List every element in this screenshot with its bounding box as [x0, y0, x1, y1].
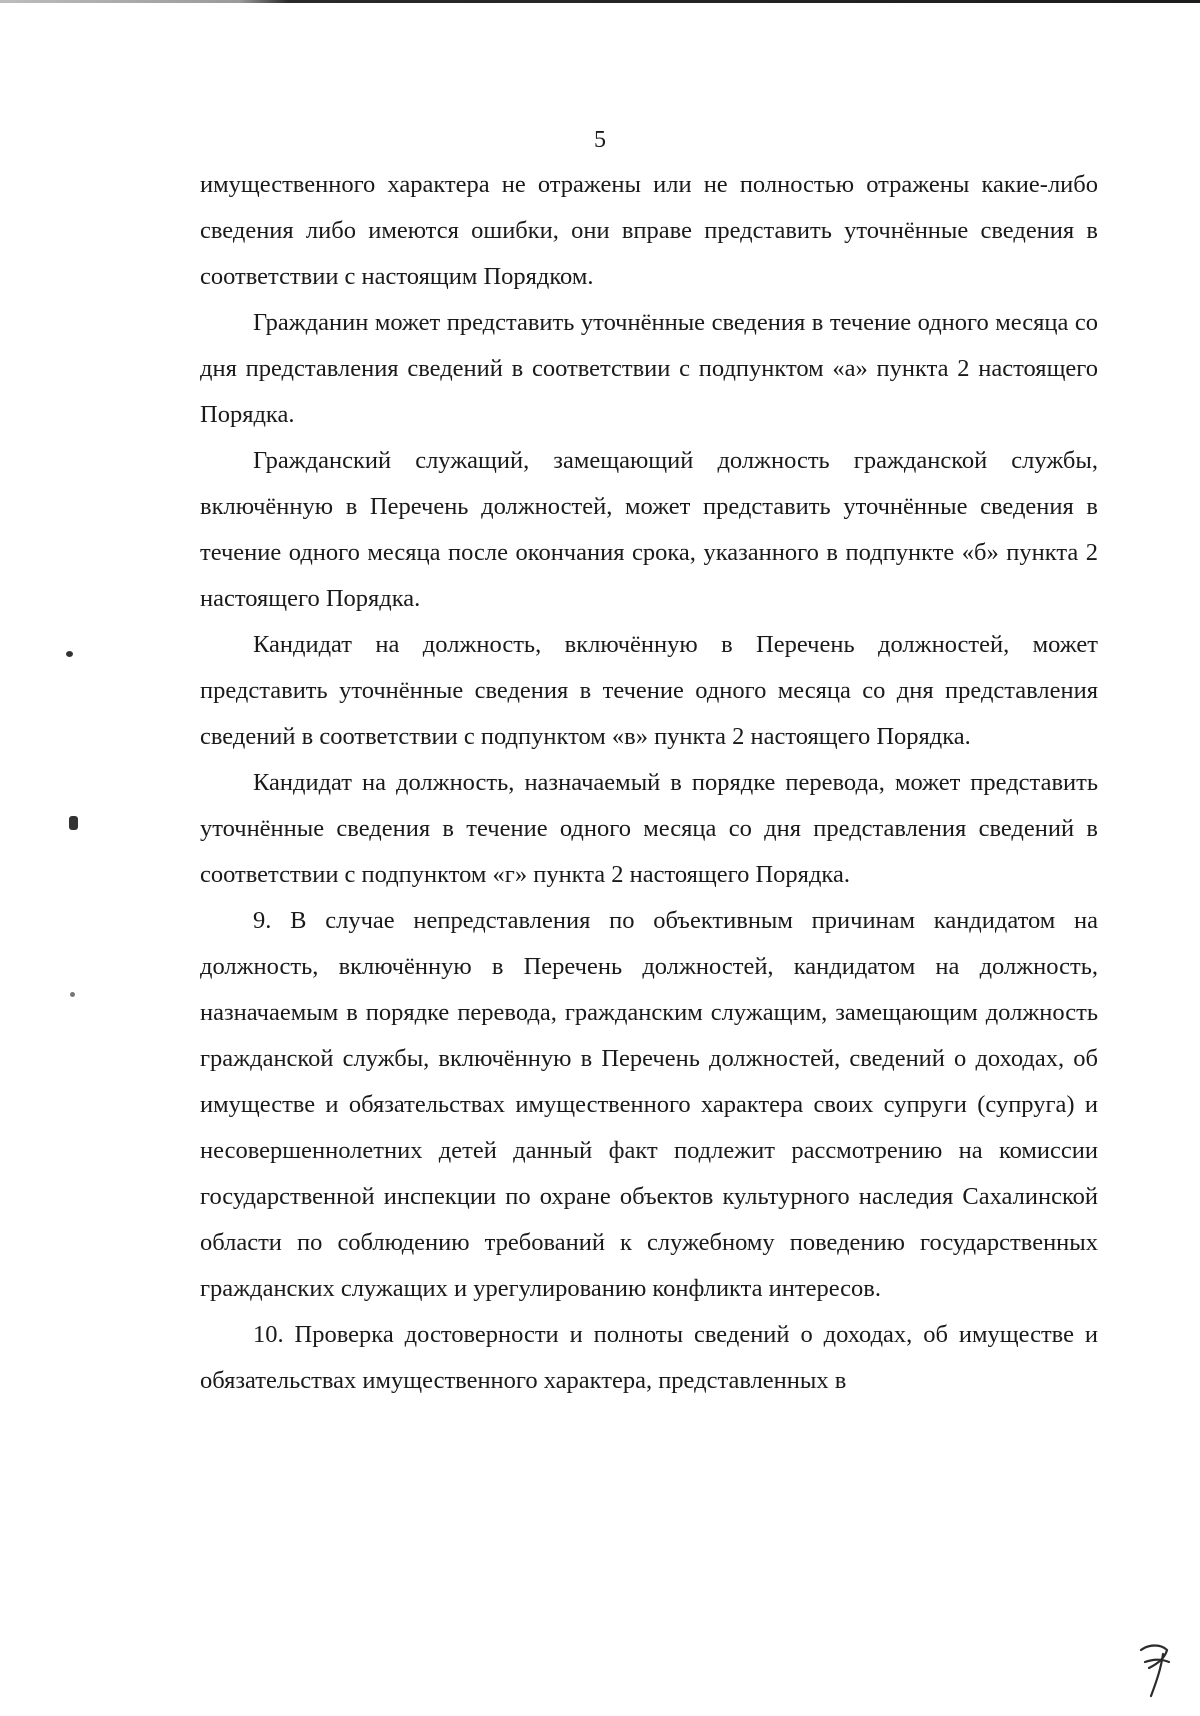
- paragraph-citizen: Гражданин может представить уточнённые сведения в течение одного месяца со дня представления сведений в соответствии с подпунктом «а» пункта 2 настоящего Порядка.: [200, 309, 1098, 428]
- paragraph-civil-servant: Гражданский служащий, замещающий должность гражданской службы, включённую в Перечень должностей, может представить уточнённые сведения в течение одного месяца после окончания срока, указанного в подпункте «б» пункта 2 настоящего Порядка.: [200, 447, 1098, 612]
- paragraph-item-10: 10. Проверка достоверности и полноты сведений о доходах, об имуществе и обязательствах имущественного характера, представленных в: [200, 1321, 1098, 1394]
- scan-top-edge: [0, 0, 1200, 3]
- document-body: [200, 162, 1098, 1404]
- paragraph-item-9: 9. В случае непредставления по объективным причинам кандидатом на должность, включённую в Перечень должностей, кандидатом на должность, назначаемым в порядке перевода, гражданским служащим, замещающим должность гражданской службы, включённую в Перечень должностей, сведений о доходах, об имуществе и обязательствах имущественного характера своих супруги (супруга) и несовершеннолетних детей данный факт подлежит рассмотрению на комиссии государственной инспекции по охране объектов культурного наследия Сахалинской области по соблюдению требований к служебному поведению государственных гражданских служащих и урегулированию конфликта интересов.: [200, 907, 1098, 1302]
- scan-speck: [66, 651, 73, 657]
- page-number: 5: [594, 127, 606, 153]
- paragraph-candidate: Кандидат на должность, включённую в Перечень должностей, может представить уточнённые сведения в течение одного месяца со дня представления сведений в соответствии с подпунктом «в» пункта 2 настоящего Порядка.: [200, 631, 1098, 750]
- scan-speck: [69, 816, 78, 830]
- paragraph-continuation: имущественного характера не отражены или не полностью отражены какие-либо сведения либо имеются ошибки, они вправе представить уточнённые сведения в соответствии с настоящим Порядком.: [200, 171, 1098, 290]
- handwritten-page-mark-icon: [1135, 1640, 1175, 1700]
- paragraph-candidate-transfer: Кандидат на должность, назначаемый в порядке перевода, может представить уточнённые сведения в течение одного месяца со дня представления сведений в соответствии с подпунктом «г» пункта 2 настоящего Порядка.: [200, 769, 1098, 888]
- scan-speck: [70, 992, 75, 997]
